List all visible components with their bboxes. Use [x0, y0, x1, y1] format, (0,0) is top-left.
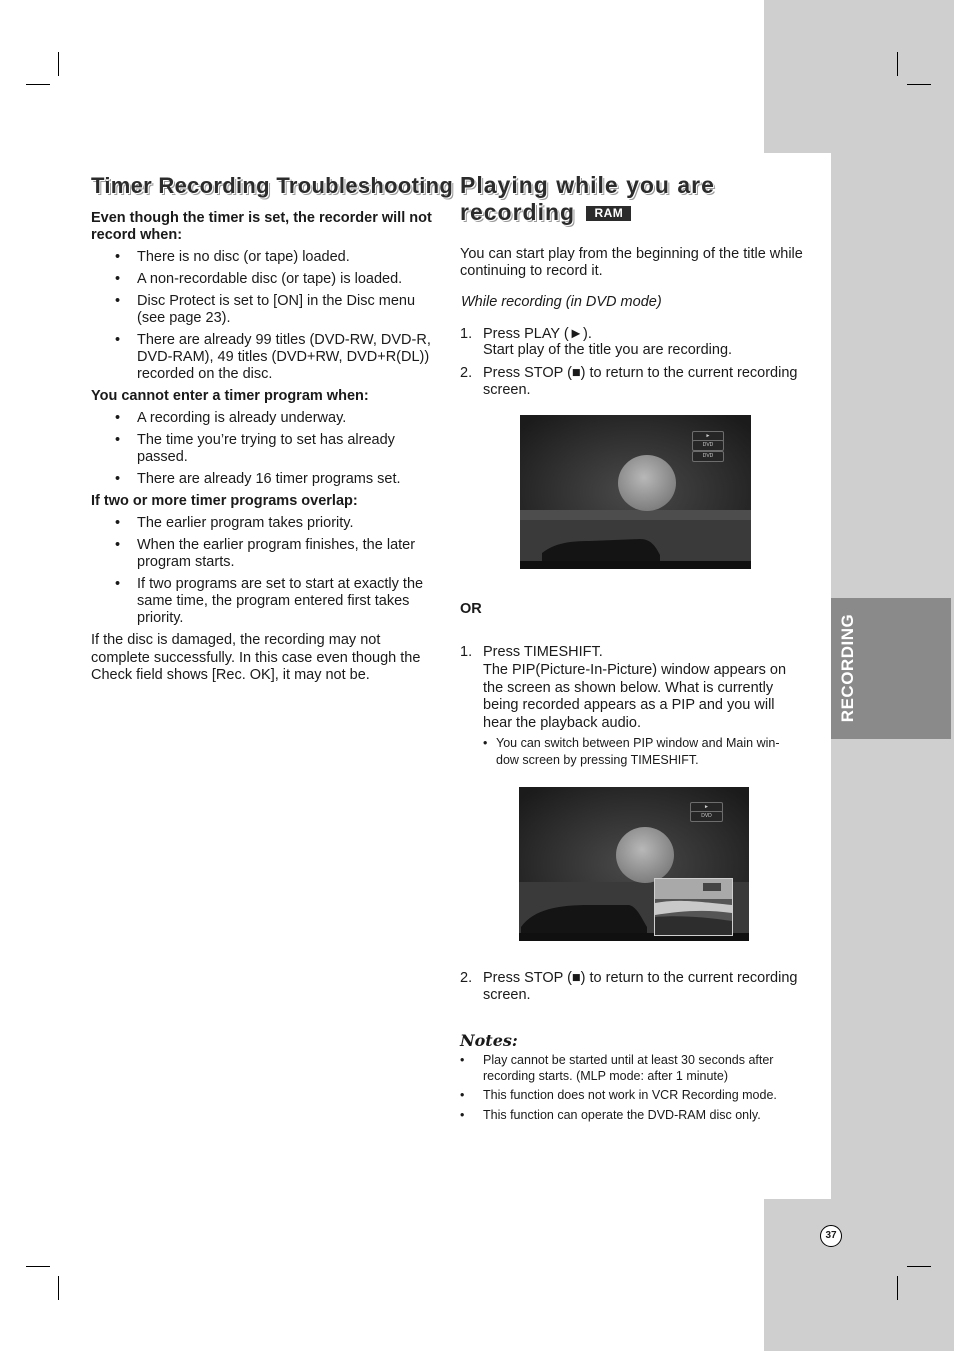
list-item: There are already 16 timer programs set. — [137, 471, 401, 487]
timer-troubleshooting-title: Timer Recording Troubleshooting — [91, 173, 454, 198]
note-item: Play cannot be started until at least 30 seconds after recording starts. (MLP mode: after 1 minute) — [483, 1053, 774, 1083]
step-subtext: The PIP(Picture-In-Picture) window appears on the screen as shown below. What is currently being recorded appears as a PIP and you will hear the playback audio. — [483, 662, 787, 731]
dvd-source-osd: DVD — [692, 440, 724, 451]
pip-window — [654, 878, 733, 936]
note-item: This function can operate the DVD-RAM disc only. — [483, 1108, 761, 1122]
crop-mark — [58, 52, 59, 76]
bullet: • — [115, 410, 121, 426]
bullet: • — [115, 271, 121, 287]
bullet: • — [115, 249, 121, 265]
bullet: • — [115, 332, 121, 348]
margin-band-top — [764, 0, 954, 153]
overlap-heading: If two or more timer programs overlap: — [91, 493, 358, 509]
crop-mark — [897, 52, 898, 76]
bullet: • — [115, 515, 121, 531]
title-line-2 — [460, 199, 760, 226]
bullet: • — [115, 293, 121, 309]
timeshift-note: You can switch between PIP window and Main win-dow screen by pressing TIMESHIFT. — [496, 736, 780, 767]
bullet: • — [483, 736, 488, 750]
step-text: Press PLAY (►). — [483, 326, 592, 342]
ram-badge: RAM — [586, 206, 631, 221]
section-tab-label: RECORDING — [838, 613, 857, 723]
page-number: 37 — [820, 1225, 842, 1247]
bullet: • — [115, 537, 121, 553]
list-item: There are already 99 titles (DVD-RW, DVD-R, DVD-RAM), 49 titles (DVD+RW, DVD+R(DL)) recorded on the disc. — [137, 332, 431, 382]
bullet: • — [115, 432, 121, 448]
crop-mark — [907, 1266, 931, 1267]
title-line-2-text: recording — [460, 199, 576, 225]
or-label: OR — [460, 601, 482, 617]
list-item: If two programs are set to start at exactly the same time, the program entered first takes priority. — [137, 576, 424, 626]
list-item: When the earlier program finishes, the later program starts. — [137, 537, 416, 570]
step-text: Press STOP (■) to return to the current recording screen. — [483, 970, 798, 1003]
step-number: 1. — [460, 644, 473, 660]
crop-mark — [26, 84, 50, 85]
notes-heading: Notes: — [460, 1031, 518, 1050]
list-item: A non-recordable disc (or tape) is loaded. — [137, 271, 403, 287]
pip-scene — [655, 879, 732, 935]
note-item: This function does not work in VCR Recording mode. — [483, 1088, 777, 1102]
list-item: There is no disc (or tape) loaded. — [137, 249, 350, 265]
crop-mark — [26, 1266, 50, 1267]
step-number: 2. — [460, 365, 473, 381]
bullet: • — [115, 576, 121, 592]
dvd-record-osd: DVD — [692, 451, 724, 462]
step-text: Press STOP (■) to return to the current recording screen. — [483, 365, 798, 398]
margin-band-bottom — [764, 1199, 954, 1351]
step-text: Press TIMESHIFT. — [483, 644, 603, 660]
title-line-1: Playing while you are — [460, 172, 715, 198]
playing-intro: You can start play from the beginning of the title while continuing to record it. — [460, 246, 803, 279]
step-subtext: Start play of the title you are recording. — [483, 342, 733, 358]
step-number: 1. — [460, 326, 473, 342]
crop-mark — [58, 1276, 59, 1300]
step-number: 2. — [460, 970, 473, 986]
pip-screen-image — [519, 787, 749, 941]
list-item: A recording is already underway. — [137, 410, 347, 426]
bullet: • — [115, 471, 121, 487]
troubleshooting-intro: Even though the timer is set, the recorder will not record when: — [91, 210, 432, 243]
play-status-osd: ► — [690, 802, 723, 813]
playing-while-recording-title — [460, 172, 760, 226]
list-item: The earlier program takes priority. — [137, 515, 354, 531]
bullet: • — [460, 1108, 465, 1122]
bullet: • — [460, 1088, 465, 1102]
damaged-disc-note: If the disc is damaged, the recording may not complete successfully. In this case even though the Check field shows [Rec. OK], it may not be. — [91, 632, 421, 683]
crop-mark — [907, 84, 931, 85]
crop-mark — [897, 1276, 898, 1300]
list-item: The time you’re trying to set has already passed. — [137, 432, 395, 465]
cannot-enter-heading: You cannot enter a timer program when: — [91, 388, 369, 404]
list-item: Disc Protect is set to [ON] in the Disc menu (see page 23). — [137, 293, 416, 326]
recording-mode-label: While recording (in DVD mode) — [461, 294, 662, 310]
playback-screen-image — [520, 415, 751, 569]
play-status-osd: ► — [692, 431, 724, 442]
dvd-source-osd: DVD — [690, 811, 723, 822]
bullet: • — [460, 1053, 465, 1067]
